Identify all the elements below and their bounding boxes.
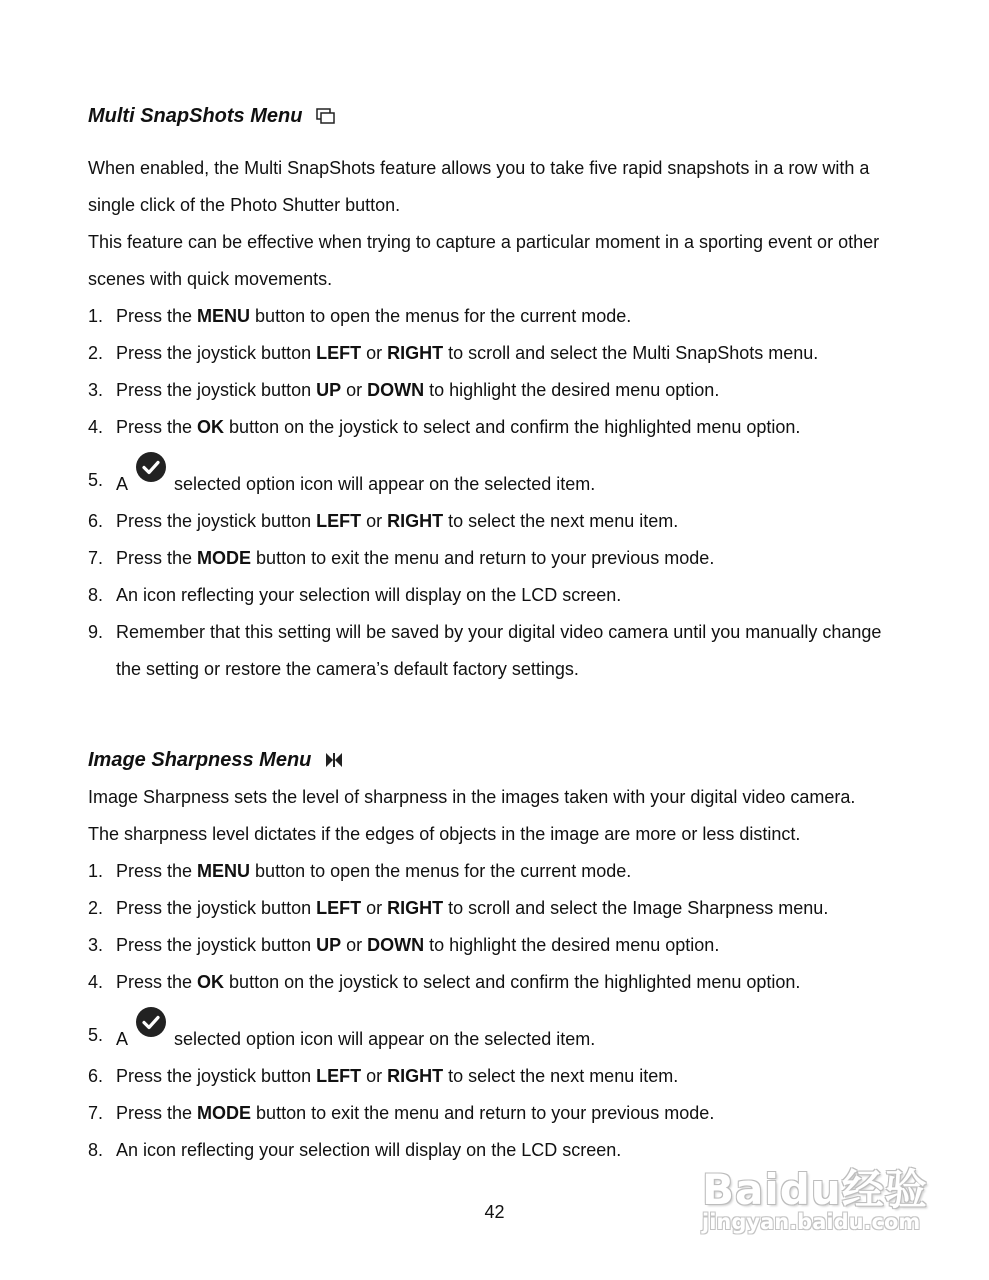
list-item: 1. Press the MENU button to open the menus for the current mode. xyxy=(88,861,632,881)
watermark-url: jingyan.baidu.com xyxy=(702,1210,921,1234)
list-item: 1. Press the MENU button to open the menus for the current mode. xyxy=(88,306,632,326)
checkmark-icon xyxy=(136,452,166,482)
list-item: 6. Press the joystick button LEFT or RIGHT to select the next menu item. xyxy=(88,511,679,531)
list-item: 5. A selected option icon will appear on the selected item. xyxy=(88,446,918,503)
baidu-watermark xyxy=(700,1135,940,1245)
list-item: 5. A selected option icon will appear on the selected item. xyxy=(88,1001,918,1058)
list-item: 2. Press the joystick button LEFT or RIGHT to scroll and select the Image Sharpness menu. xyxy=(88,898,829,918)
list-item: 7. Press the MODE button to exit the menu and return to your previous mode. xyxy=(88,1103,715,1123)
list-item: 9. Remember that this setting will be saved by your digital video camera until you manually change the setting or restore the camera’s default factory settings. xyxy=(88,622,882,679)
section-heading xyxy=(88,104,918,128)
list-item: 8. An icon reflecting your selection will display on the LCD screen. xyxy=(88,585,622,605)
intro-line: single click of the Photo Shutter button. xyxy=(88,195,401,215)
list-item: 8. An icon reflecting your selection will display on the LCD screen. xyxy=(88,1140,622,1160)
checkmark-icon xyxy=(136,1007,166,1037)
list-item: 3. Press the joystick button UP or DOWN to highlight the desired menu option. xyxy=(88,935,720,955)
list-item: 6. Press the joystick button LEFT or RIGHT to select the next menu item. xyxy=(88,1066,679,1086)
steps-list xyxy=(88,853,918,1169)
list-item: 4. Press the OK button on the joystick to select and confirm the highlighted menu option. xyxy=(88,417,801,437)
section-image-sharpness xyxy=(88,748,918,1169)
section-heading xyxy=(88,748,918,772)
steps-list xyxy=(88,298,918,688)
sharpness-icon xyxy=(325,752,343,768)
intro-line: Image Sharpness sets the level of sharpness in the images taken with your digital video camera. xyxy=(88,787,856,807)
watermark-logo: Baidu经验 xyxy=(702,1165,928,1214)
intro-line: When enabled, the Multi SnapShots feature allows you to take five rapid snapshots in a row with a xyxy=(88,158,870,178)
list-item: 7. Press the MODE button to exit the menu and return to your previous mode. xyxy=(88,548,715,568)
list-item: 4. Press the OK button on the joystick to select and confirm the highlighted menu option. xyxy=(88,972,801,992)
multi-snapshot-icon xyxy=(316,108,336,124)
section-multi-snapshots xyxy=(88,104,918,688)
page-number: 42 xyxy=(484,1202,505,1222)
list-item: 3. Press the joystick button UP or DOWN to highlight the desired menu option. xyxy=(88,380,720,400)
intro-line: This feature can be effective when trying to capture a particular moment in a sporting event or other xyxy=(88,232,880,252)
intro-line: scenes with quick movements. xyxy=(88,269,333,289)
section-title: Multi SnapShots Menu xyxy=(88,105,303,127)
intro-line: The sharpness level dictates if the edges of objects in the image are more or less distinct. xyxy=(88,824,801,844)
section-title: Image Sharpness Menu xyxy=(88,749,312,771)
list-item: 2. Press the joystick button LEFT or RIGHT to scroll and select the Multi SnapShots menu. xyxy=(88,343,819,363)
